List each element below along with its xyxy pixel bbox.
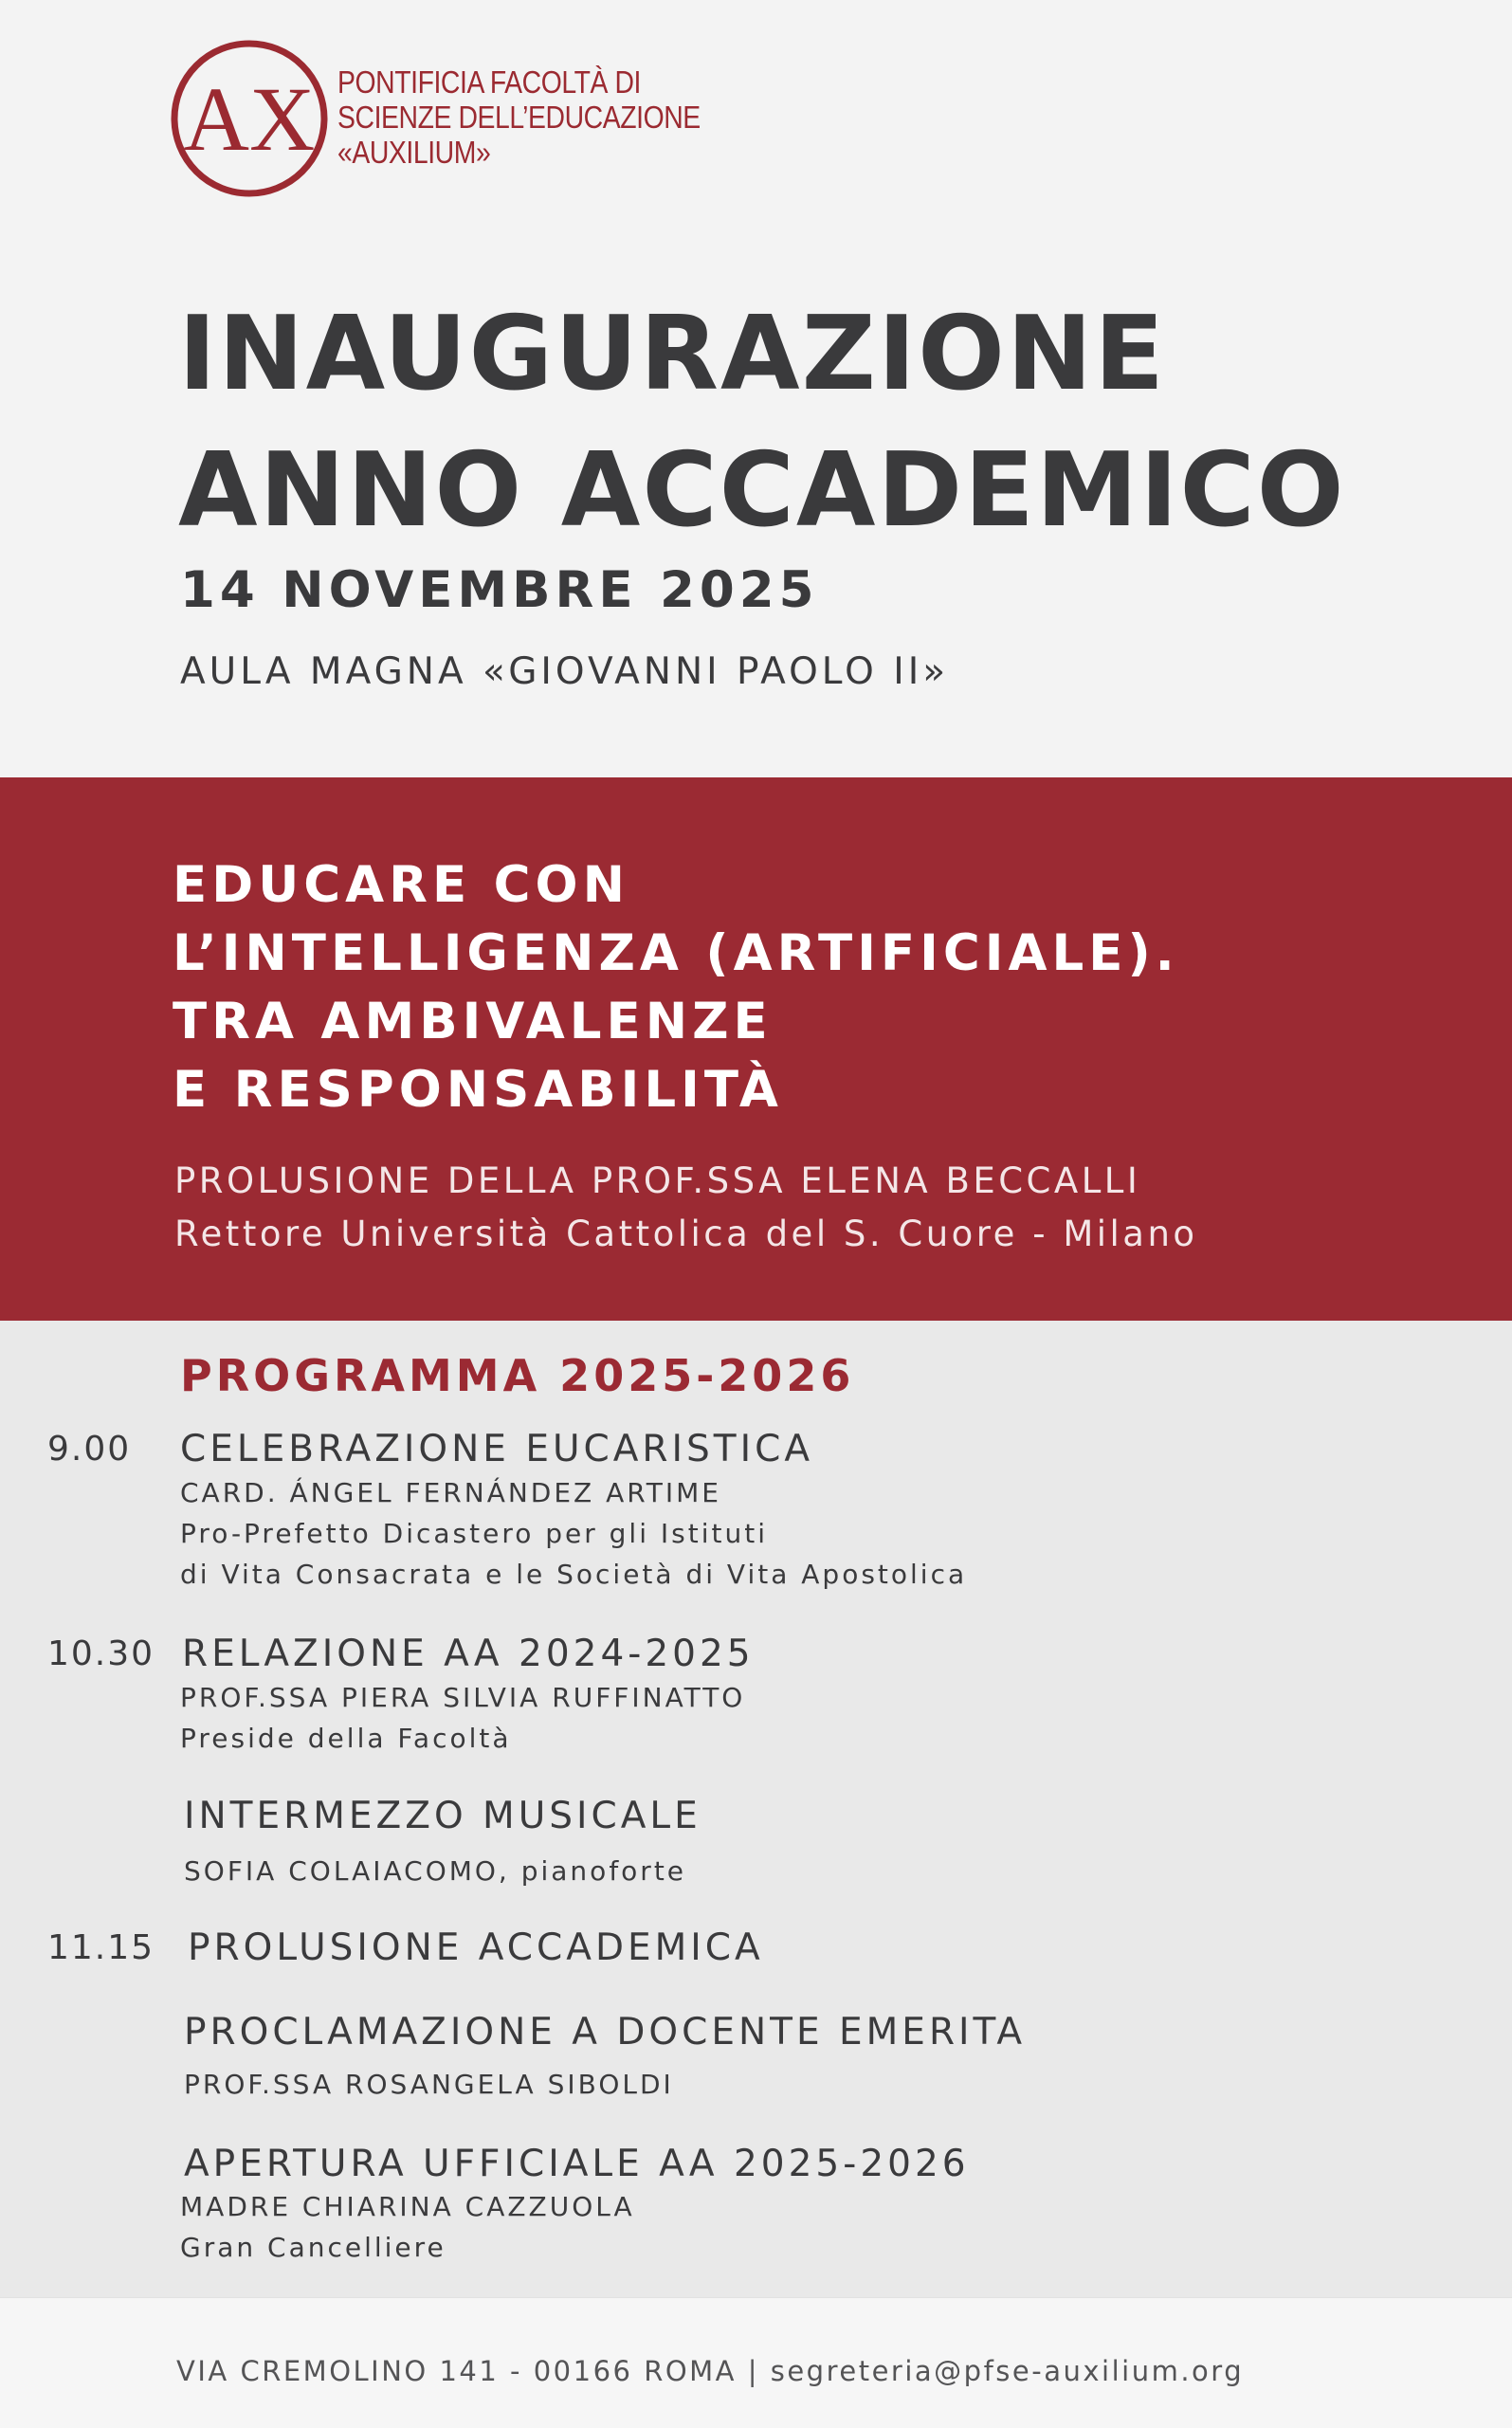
theme-line: EDUCARE CON [173, 856, 629, 914]
program-time: 11.15 [47, 1928, 155, 1967]
program-detail: PROF.SSA PIERA SILVIA RUFFINATTO [180, 1682, 746, 1713]
program-title: PROGRAMMA 2025-2026 [180, 1350, 855, 1401]
theme-line: E RESPONSABILITÀ [173, 1061, 783, 1119]
program-event-title: INTERMEZZO MUSICALE [184, 1795, 701, 1837]
program-time: 9.00 [47, 1430, 132, 1469]
institution-logo [169, 38, 330, 199]
program-event-title: PROLUSIONE ACCADEMICA [188, 1926, 764, 1969]
program-detail: CARD. ÁNGEL FERNÁNDEZ ARTIME [180, 1477, 721, 1508]
program-event-title: PROCLAMAZIONE A DOCENTE EMERITA [184, 2011, 1027, 2054]
event-venue: AULA MAGNA «GIOVANNI PAOLO II» [180, 650, 950, 693]
theme-line: TRA AMBIVALENZE [173, 993, 773, 1050]
program-time: 10.30 [47, 1634, 155, 1673]
program-detail: Gran Cancelliere [180, 2232, 446, 2263]
institution-name [337, 64, 701, 170]
speaker-name: PROLUSIONE DELLA PROF.SSA ELENA BECCALLI [174, 1160, 1141, 1201]
title-line: INAUGURAZIONE [178, 295, 1167, 413]
program-detail: Pro-Prefetto Dicastero per gli Istituti [180, 1518, 768, 1549]
program-event-title: APERTURA UFFICIALE AA 2025-2026 [184, 2143, 970, 2185]
logo-monogram: AX [183, 68, 316, 170]
theme-line: L’INTELLIGENZA (ARTIFICIALE). [173, 924, 1179, 982]
program-detail: PROF.SSA ROSANGELA SIBOLDI [184, 2069, 674, 2100]
lecture-theme [173, 851, 1179, 1124]
institution-line: PONTIFICIA FACOLTÀ DI [337, 64, 642, 100]
footer-contact: VIA CREMOLINO 141 - 00166 ROMA | segreteria@pfse-auxilium.org [176, 2355, 1245, 2387]
event-date: 14 NOVEMBRE 2025 [180, 561, 819, 619]
program-detail: Preside della Facoltà [180, 1723, 512, 1754]
program-event-title: RELAZIONE AA 2024-2025 [182, 1633, 755, 1675]
program-detail: di Vita Consacrata e le Società di Vita Apostolica [180, 1559, 968, 1590]
institution-line: SCIENZE DELL’EDUCAZIONE [337, 100, 701, 135]
title-line: ANNO ACCADEMICO [178, 431, 1346, 550]
page-title [178, 286, 1346, 559]
institution-line: «AUXILIUM» [337, 135, 491, 170]
speaker-role: Rettore Università Cattolica del S. Cuore - Milano [174, 1214, 1198, 1254]
lecture-speaker [174, 1155, 1198, 1261]
program-detail: SOFIA COLAIACOMO, pianoforte [184, 1855, 687, 1887]
program-event-title: CELEBRAZIONE EUCARISTICA [180, 1428, 814, 1470]
program-detail: MADRE CHIARINA CAZZUOLA [180, 2191, 635, 2222]
